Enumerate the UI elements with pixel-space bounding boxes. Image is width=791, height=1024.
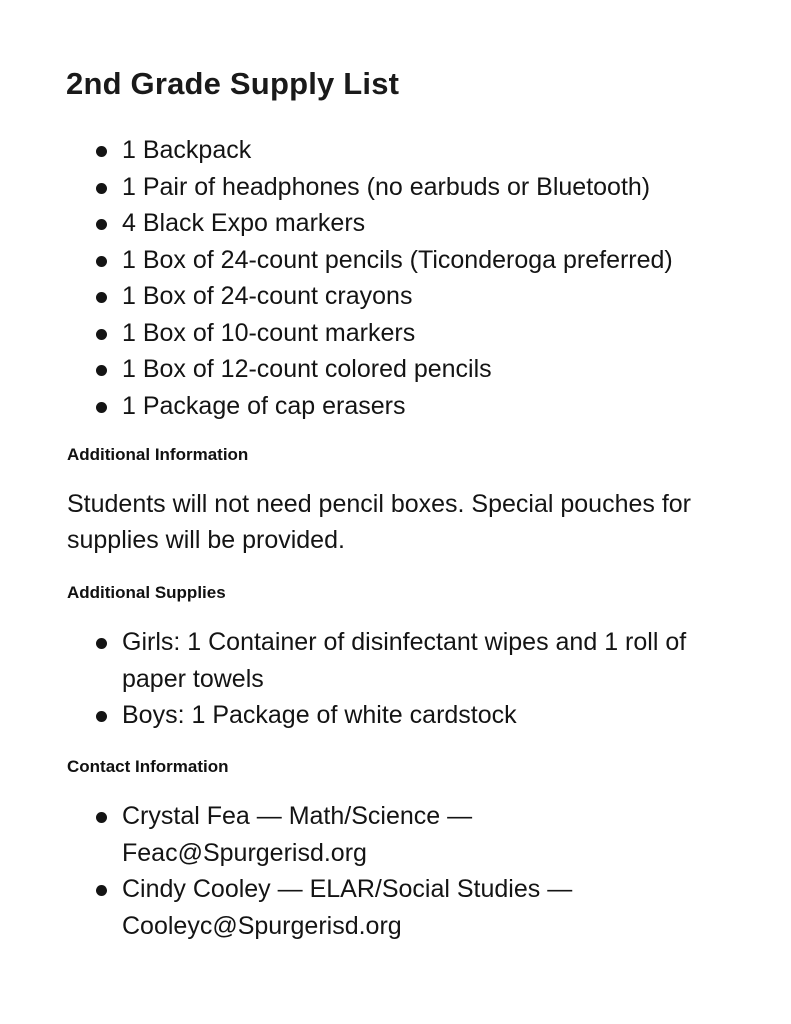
bullet-icon (96, 885, 107, 896)
additional-supplies-heading: Additional Supplies (67, 583, 226, 602)
list-item (0, 242, 762, 279)
bullet-icon (96, 812, 107, 823)
list-item-text: 1 Box of 12-count colored pencils (122, 355, 492, 383)
list-item-text: Cindy Cooley — ELAR/Social Studies — Cooleyc@Spurgerisd.org (122, 875, 573, 940)
bullet-icon (96, 256, 107, 267)
contact-information-heading: Contact Information (67, 757, 229, 776)
list-item (0, 871, 642, 944)
list-item-text: Crystal Fea — Math/Science — Feac@Spurgerisd.org (122, 802, 473, 867)
bullet-icon (96, 365, 107, 376)
bullet-icon (96, 402, 107, 413)
list-item (0, 278, 762, 315)
list-item-text: 1 Package of cap erasers (122, 391, 406, 420)
list-item-text: 1 Pair of headphones (no earbuds or Bluetooth) (122, 172, 651, 201)
contact-list (0, 798, 642, 944)
list-item (0, 388, 762, 425)
bullet-icon (96, 711, 107, 722)
list-item-text: Girls: 1 Container of disinfectant wipes and 1 roll of paper towels (122, 628, 687, 693)
bullet-icon (96, 329, 107, 340)
bullet-icon (96, 183, 107, 194)
list-item-text: 1 Box of 24-count crayons (122, 282, 413, 310)
bullet-icon (96, 219, 107, 230)
list-item (0, 624, 752, 697)
page-title: 2nd Grade Supply List (66, 66, 400, 101)
list-item-text: Boys: 1 Package of white cardstock (122, 701, 517, 729)
list-item (0, 798, 542, 871)
list-item-text: 1 Box of 10-count markers (122, 318, 416, 347)
supply-list (0, 132, 762, 424)
bullet-icon (96, 292, 107, 303)
list-item (0, 697, 762, 734)
list-item (0, 205, 762, 242)
list-item (0, 351, 762, 388)
bullet-icon (96, 638, 107, 649)
additional-supplies-list (0, 624, 762, 734)
bullet-icon (96, 146, 107, 157)
list-item (0, 315, 762, 352)
list-item-text: 1 Backpack (122, 136, 252, 164)
list-item (0, 132, 762, 169)
list-item-text: 1 Box of 24-count pencils (Ticonderoga preferred) (122, 245, 673, 274)
additional-information-text: Students will not need pencil boxes. Special pouches for supplies will be provided. (67, 490, 691, 554)
list-item (0, 169, 762, 206)
additional-information-heading: Additional Information (67, 445, 249, 464)
list-item-text: 4 Black Expo markers (122, 209, 366, 237)
